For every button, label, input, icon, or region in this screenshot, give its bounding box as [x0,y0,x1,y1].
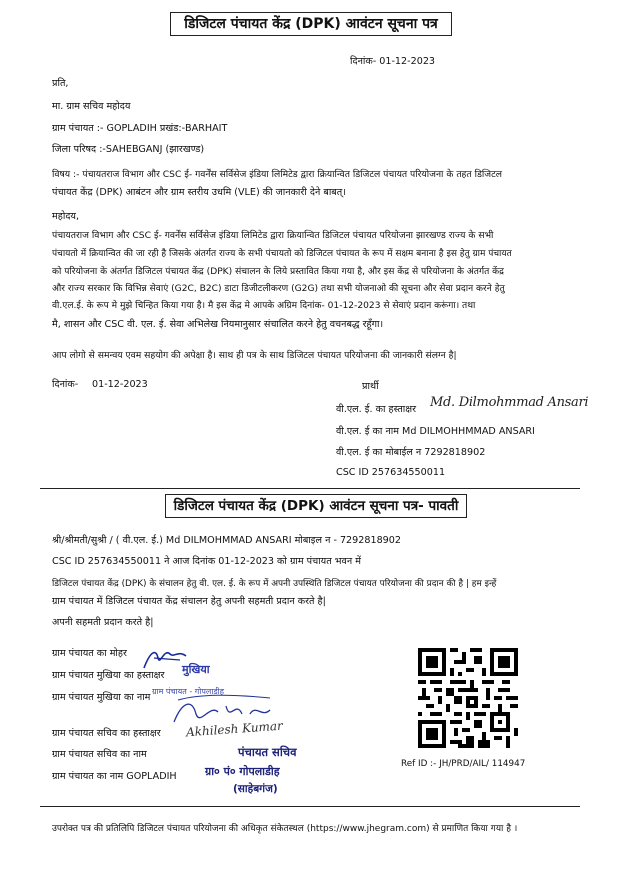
body-line-3: को परियोजना के अंतर्गत डिजिटल पंचायत केंद्र (DPK) संचालन के लिये प्रस्तावित किया गया है, और इस केंद्र से परियोजना के अंतर्गत केंद्र [52,267,504,277]
panchayat-name-label: ग्राम पंचायत का नाम GOPLADIH [52,771,177,782]
vle-signature: Md. Dilmohmmad Ansari [430,395,589,410]
addressee: मा. ग्राम सचिव महोदय [52,101,131,112]
receipt-line-1: श्री/श्रीमती/सुश्री / ( वी.एल. ई.) Md DILMOHMMAD ANSARI मोबाइल न - 7292818902 [52,535,401,546]
gram-panchayat-line: ग्राम पंचायत :- GOPLADIH प्रखंड:-BARHAIT [52,123,228,134]
mukhiya-stamp-title: मुखिया [182,663,210,676]
receipt-title [165,494,467,518]
subject-line-2: पंचायत केंद्र (DPK) आबंटन और ग्राम स्तरीय उधमि (VLE) की जानकारी देने बाबत्। [52,187,346,198]
cooperation-line: आप लोगो से समन्वय एवम सहयोग की अपेक्षा है। साथ ही पत्र के साथ डिजिटल पंचायत परियोजना की जानकारी संलग्न है| [52,350,457,361]
sachiv-stamp-line-2: ग्रा० पं० गोपलाडीह [205,765,280,778]
body-line-4: और राज्य सरकार कि विभिन्न सेवाएं (G2C, B2C) डाटा डिजीटलीकरण (G2G) तथा सभी योजनाओ की सूचना और सेवा प्रदान करने हेतु [52,284,505,294]
vle-name: वी.एल. ई का नाम Md DILMOHHMMAD ANSARI [336,426,535,437]
vle-sign-label: वी.एल. ई. का हस्ताक्षर [336,404,417,415]
seal-label: ग्राम पंचायत का मोहर [52,648,127,659]
to-line: प्रति, [52,78,69,89]
vle-mobile: वी.एल. ई का मोबाईल न 7292818902 [336,447,486,458]
qr-code [418,648,518,748]
salutation: महोदय, [52,211,80,222]
body-line-6: मै, शासन और CSC वी. एल. ई. सेवा अभिलेख नियमानुसार संचालित करने हेतु वचनबद्ध रहूँगा। [52,319,384,330]
mukhiya-stamp-subtitle: ग्राम पंचायत - गोपलाडीह [152,687,224,696]
sachiv-sign-label: ग्राम पंचायत सचिव का हस्ताक्षर [52,728,161,739]
letter-title [170,12,452,36]
body-line-1: पंचायतराज विभाग और CSC ई- गवर्नेंस सर्विसेज इंडिया लिमिटेड द्वारा क्रियान्वित डिजिटल पंचायत परियोजना झारखण्ड राज्य के सभी [52,230,494,241]
subject-line-1: विषय :- पंचायतराज विभाग और CSC ई- गवर्नेंस सर्विसेज इंडिया लिमिटेड द्वारा क्रियान्वित डिजिटल पंचायत परियोजना के तहत डिजिटल [52,169,502,180]
letter-title-text: डिजिटल पंचायत केंद्र (DPK) आवंटन सूचना पत्र [184,16,438,32]
body-line-5: वी.एल.ई. के रूप मे मुझे चिन्हित किया गया है। मै इस केंद्र मे आपके अग्रिम दिनांक- 01-12-2023 से सेवाएं प्रदान करूंगा। तथा [52,301,476,311]
bottom-date-label: दिनांक- [52,379,79,390]
sachiv-stamp-line-1: पंचायत सचिव [238,745,297,759]
receipt-line-2: CSC ID 257634550011 ने आज दिनांक 01-12-2023 को ग्राम पंचायत भवन में [52,556,361,567]
district-line: जिला परिषद :-SAHEBGANJ (झारखण्ड) [52,144,205,155]
sachiv-name-label: ग्राम पंचायत सचिव का नाम [52,749,147,760]
applicant-label: प्रार्थी [362,381,379,392]
mukhiya-name-label: ग्राम पंचायत मुखिया का नाम [52,692,151,703]
letter-date: दिनांक- 01-12-2023 [350,56,436,67]
bottom-date: 01-12-2023 [92,379,148,390]
footer-divider [40,806,580,807]
receipt-title-text: डिजिटल पंचायत केंद्र (DPK) आवंटन सूचना पत्र- पावती [173,498,459,514]
footer-note: उपरोक्त पत्र की प्रतिलिपि डिजिटल पंचायत परियोजना की अधिकृत संकेतस्थल (https://www.jhegram.com) से प्रमाणित किया गया है । [52,824,518,834]
sachiv-stamp-line-3: (साहेबगंज) [233,783,278,795]
consent-line: अपनी सहमती प्रदान करते है| [52,617,154,628]
mukhiya-sign-label: ग्राम पंचायत मुखिया का हस्ताक्षर [52,670,165,681]
receipt-line-4: ग्राम पंचायत में डिजिटल पंचायत केंद्र संचालन हेतु अपनी सहमती प्रदान करते है| [52,596,326,607]
ref-id: Ref ID :- JH/PRD/AIL/ 114947 [401,759,526,769]
csc-id: CSC ID 257634550011 [336,467,446,478]
sachiv-signature: Akhilesh Kumar [185,718,284,740]
section-divider [40,488,580,489]
body-line-2: पंचायतो में क्रियान्वित की जा रही है जिसके अंतर्गत राज्य के सभी पंचायतो को डिजिटल पंचायत के रूप में सक्षम बनाना है इस हेतु ग्राम पंचायत [52,249,512,259]
receipt-line-3: डिजिटल पंचायत केंद्र (DPK) के संचालन हेतु वी. एल. ई. के रूप में अपनी उपस्थिति डिजिटल पंचायत परियोजना की प्रदान की है | हम इन्हें [52,579,497,589]
